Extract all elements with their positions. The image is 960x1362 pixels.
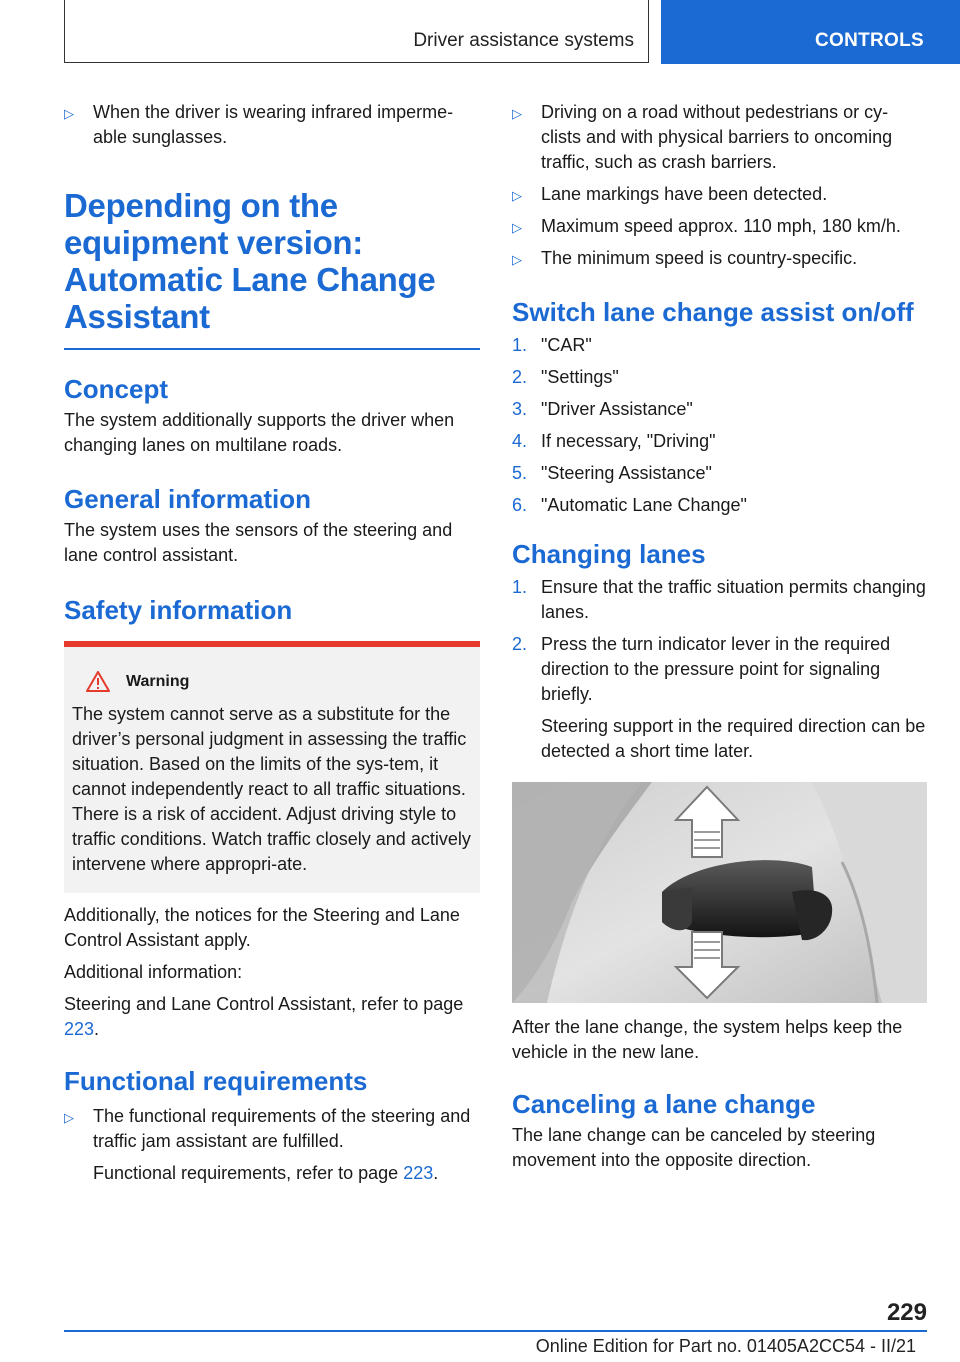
header-chapter-tab <box>661 0 960 64</box>
concept-text: The system additionally supports the driver when changing lanes on multilane roads. <box>64 410 455 455</box>
list-item: ▷ Lane markings have been detected. <box>512 182 927 207</box>
header-section-box <box>64 0 649 63</box>
functional-heading: Functional requirements <box>64 1066 368 1096</box>
bullet-list <box>512 100 927 271</box>
safety-heading: Safety information <box>64 595 293 625</box>
reference-text: Steering and Lane Control Assistant, refer to page 223. <box>64 994 464 1039</box>
list-item: 2. "Settings" <box>512 367 619 387</box>
lever-illustration <box>512 782 927 1003</box>
warning-triangle-icon <box>86 671 110 692</box>
triangle-right-icon: ▷ <box>64 1110 74 1125</box>
list-item: 2. Press the turn indicator lever in the required direction to the pressure point for signaling briefly. Steering support in the required direction can be detected a short time later. <box>512 632 927 764</box>
list-item: 1. "CAR" <box>512 335 592 355</box>
warning-box <box>64 641 480 893</box>
general-text: The system uses the sensors of the steering and lane control assistant. <box>64 520 453 565</box>
right-column <box>512 100 927 1173</box>
numbered-list <box>512 575 927 764</box>
main-heading: Depending on the equipment version: Automatic Lane Change Assistant <box>64 187 436 335</box>
header-chapter-title: CONTROLS <box>815 30 925 51</box>
list-item-sub: Functional requirements, refer to page 223. <box>93 1163 439 1183</box>
page-link[interactable]: 223 <box>64 1019 95 1039</box>
triangle-right-icon: ▷ <box>64 106 74 121</box>
page-number: 229 <box>886 1299 927 1326</box>
list-item: ▷ The minimum speed is country-specific. <box>512 246 927 271</box>
list-item: ▷ When the driver is wearing infrared imperme-able sunglasses. <box>64 102 454 147</box>
canceling-heading: Canceling a lane change <box>512 1089 816 1119</box>
triangle-right-icon: ▷ <box>512 106 522 121</box>
list-item: 3. "Driver Assistance" <box>512 399 693 419</box>
notice-text: Additionally, the notices for the Steering and Lane Control Assistant apply. <box>64 905 460 950</box>
bullet-list <box>64 1104 480 1186</box>
switch-heading: Switch lane change assist on/off <box>512 297 914 327</box>
triangle-right-icon: ▷ <box>512 220 522 235</box>
list-item: ▷ The functional requirements of the steering and traffic jam assistant are fulfilled. Functional requirements, refer to page 223. <box>64 1104 480 1186</box>
triangle-right-icon: ▷ <box>512 188 522 203</box>
warning-title: Warning <box>72 671 472 692</box>
heading-rule <box>64 348 480 350</box>
triangle-right-icon: ▷ <box>512 252 522 267</box>
list-item: 5. "Steering Assistance" <box>512 463 712 483</box>
left-column <box>64 100 480 1193</box>
header-section-title: Driver assistance systems <box>413 30 634 51</box>
bullet-list <box>64 100 480 150</box>
canceling-text: The lane change can be canceled by steering movement into the opposite direction. <box>512 1125 876 1170</box>
list-item: 1. Ensure that the traffic situation permits changing lanes. <box>512 577 926 622</box>
page-link[interactable]: 223 <box>403 1163 434 1183</box>
turn-indicator-lever-image <box>512 782 927 1003</box>
list-item-sub: Steering support in the required direction can be detected a short time later. <box>541 716 926 761</box>
footer-edition: Online Edition for Part no. 01405A2CC54 - II/21 <box>535 1336 916 1356</box>
list-item: 4. If necessary, "Driving" <box>512 431 716 451</box>
list-item: ▷ Maximum speed approx. 110 mph, 180 km/h. <box>512 214 927 239</box>
after-image-text: After the lane change, the system helps keep the vehicle in the new lane. <box>512 1017 903 1062</box>
concept-heading: Concept <box>64 374 168 404</box>
footer-rule <box>64 1330 927 1332</box>
additional-info-label: Additional information: <box>64 962 243 982</box>
list-item: ▷ Driving on a road without pedestrians or cy-clists and with physical barriers to oncoming traffic, such as crash barriers. <box>512 102 893 172</box>
numbered-list <box>512 333 927 518</box>
warning-text: The system cannot serve as a substitute for the driver’s personal judgment in assessing the traffic situation. Based on the limits of the sys-tem, it cannot independently react to all traffic situations. There is a risk of accident. Adjust driving style to traffic conditions. Watch traffic closely and actively intervene where appropri-ate. <box>72 704 471 874</box>
list-item: 6. "Automatic Lane Change" <box>512 495 747 515</box>
changing-heading: Changing lanes <box>512 539 706 569</box>
general-heading: General information <box>64 484 312 514</box>
